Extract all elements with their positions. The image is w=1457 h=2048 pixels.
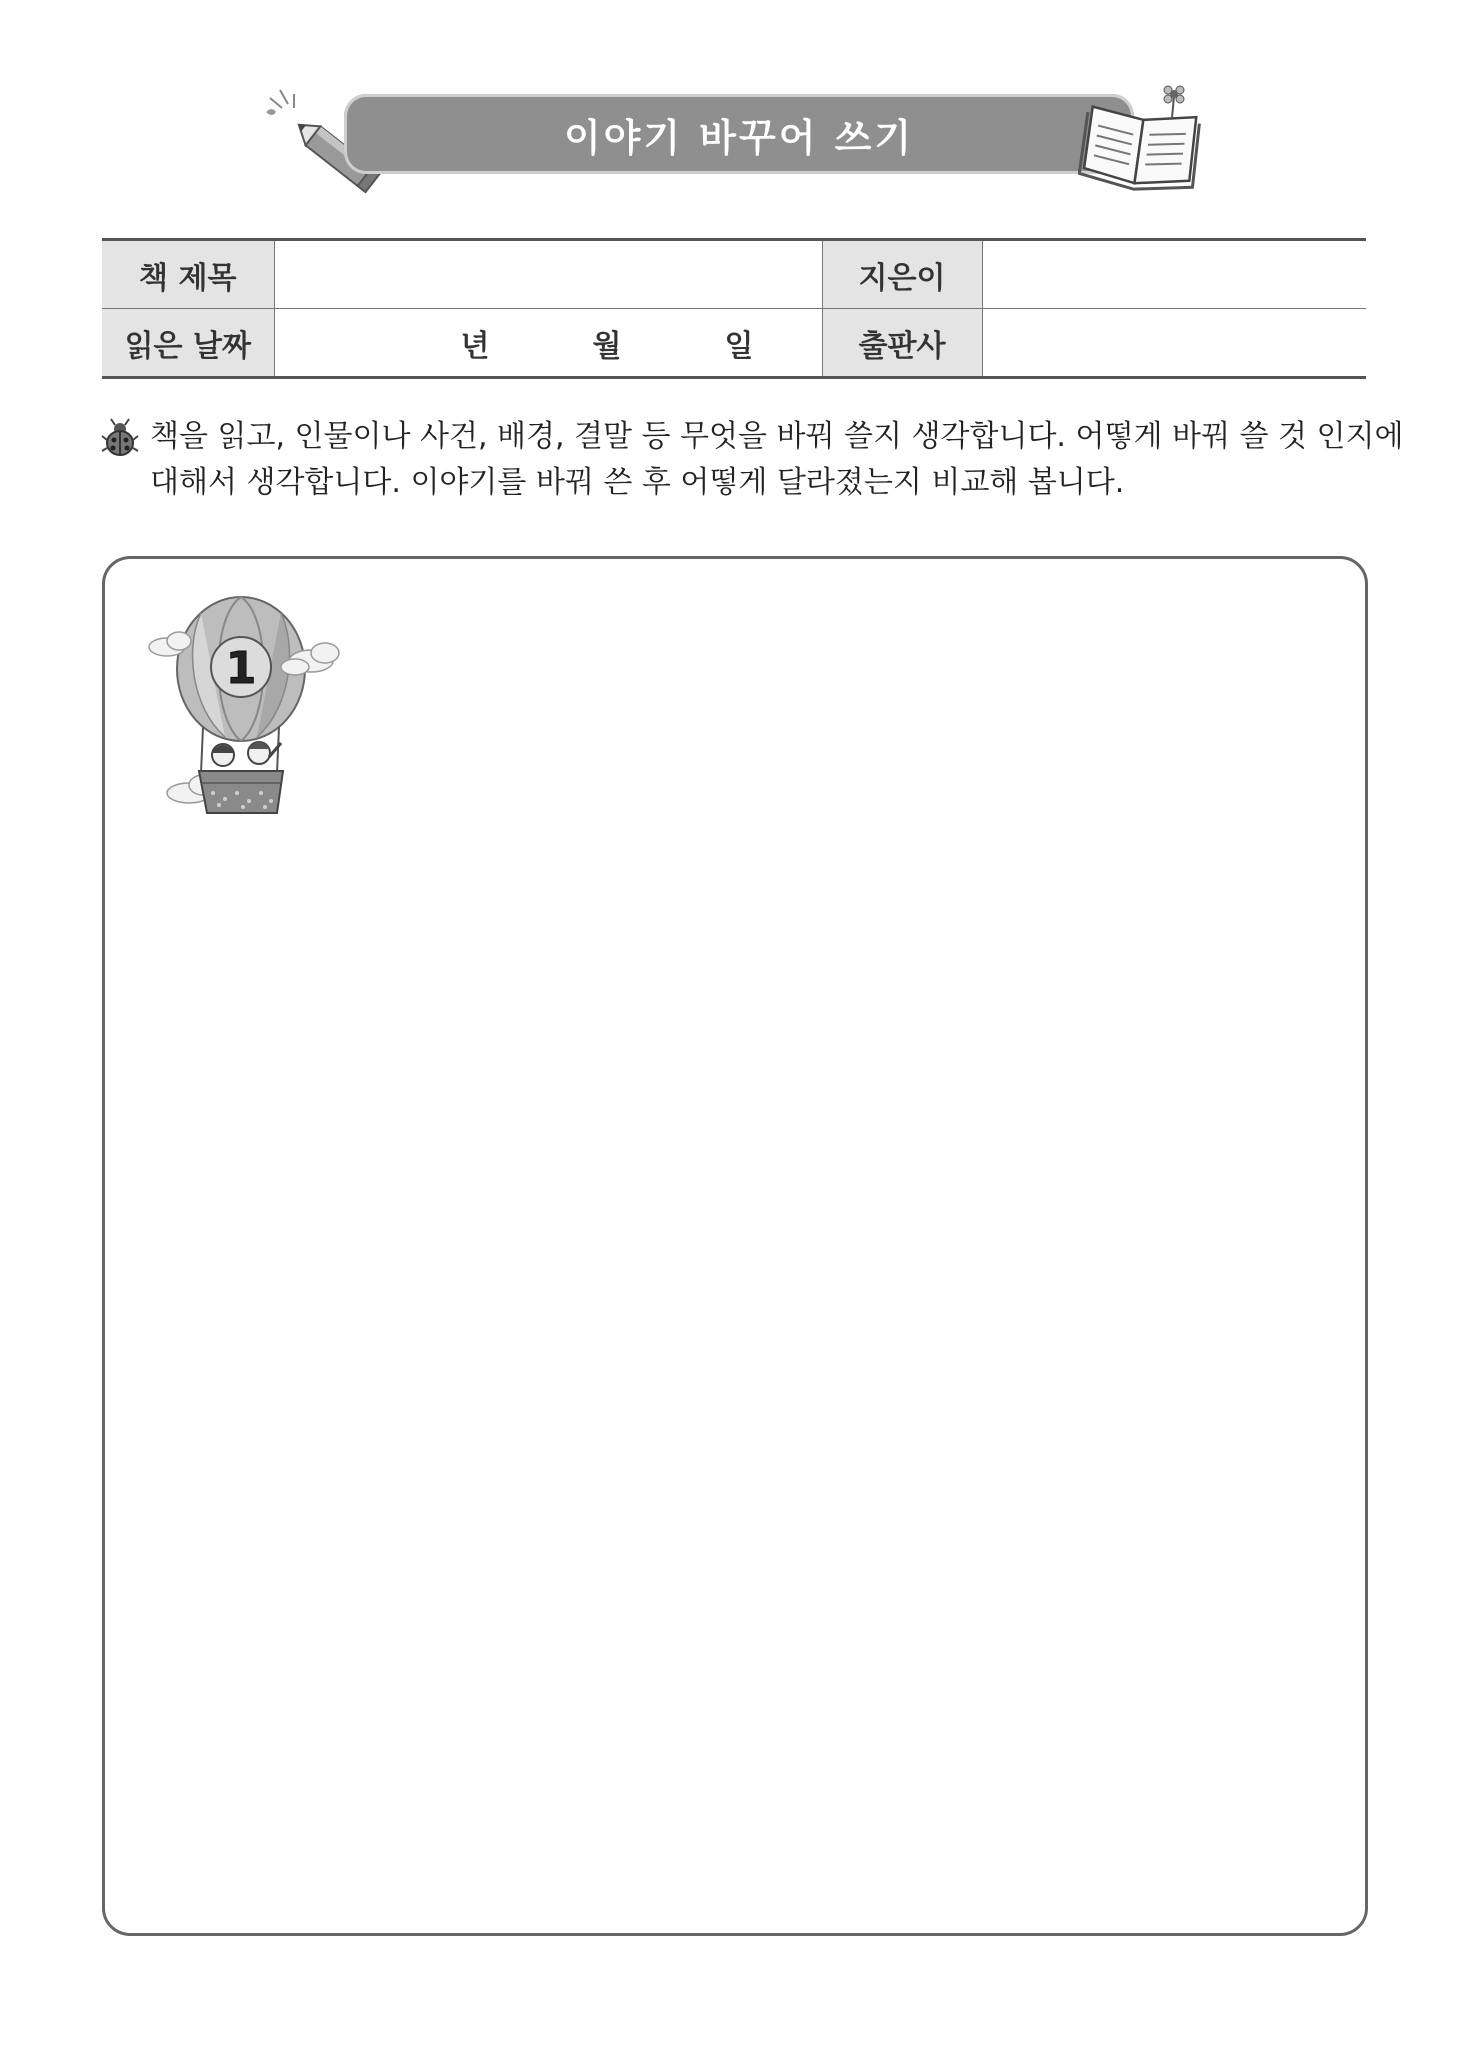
author-field[interactable]	[982, 240, 1366, 309]
title-bar	[344, 94, 1134, 174]
ladybug-icon	[100, 418, 140, 458]
instruction	[100, 414, 1404, 506]
open-book-icon	[1078, 84, 1208, 194]
book-title-field[interactable]	[274, 240, 822, 309]
step-number: 1	[225, 643, 257, 694]
year-unit: 년	[460, 328, 490, 364]
table-row	[102, 309, 1366, 378]
page-title: 이야기 바꾸어 쓰기	[563, 115, 915, 160]
read-date-label: 읽은 날짜	[102, 309, 274, 378]
read-date-field[interactable]	[274, 309, 822, 378]
table-row	[102, 240, 1366, 309]
instruction-line-2: 대해서 생각합니다. 이야기를 바꿔 쓴 후 어떻게 달라졌는지 비교해 봅니다.	[150, 465, 1125, 500]
day-unit: 일	[724, 328, 754, 364]
book-info-table	[102, 238, 1366, 379]
publisher-field[interactable]	[982, 309, 1366, 378]
writing-area[interactable]	[102, 556, 1368, 1936]
instruction-line-1: 책을 읽고, 인물이나 사건, 배경, 결말 등 무엇을 바꿔 쓸지 생각합니다. 어떻게 바꿔 쓸 것 인지에	[150, 419, 1404, 454]
hot-air-balloon-icon	[141, 587, 341, 827]
book-title-label: 책 제목	[102, 240, 274, 309]
title-banner	[258, 84, 1198, 194]
author-label: 지은이	[822, 240, 982, 309]
month-unit: 월	[592, 328, 622, 364]
publisher-label: 출판사	[822, 309, 982, 378]
